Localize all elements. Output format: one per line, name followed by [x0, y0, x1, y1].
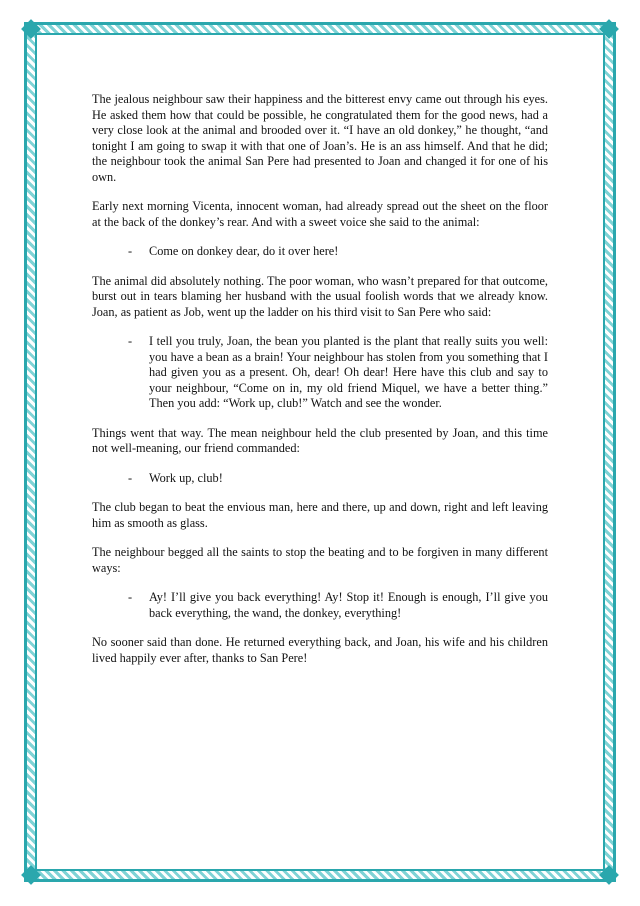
- paragraph: Early next morning Vicenta, innocent woman, had already spread out the sheet on the floor at the back of the donkey’s rear. And with a sweet voice she said to the animal:: [92, 199, 548, 229]
- paragraph: No sooner said than done. He returned everything back, and Joan, his wife and his children lived happily ever after, thanks to San Pere!: [92, 635, 548, 665]
- story-text: [92, 92, 548, 680]
- paragraph: Things went that way. The mean neighbour held the club presented by Joan, and this time not well-meaning, our friend commanded:: [92, 425, 548, 455]
- dialogue-text: Ay! I’ll give you back everything! Ay! Stop it! Enough is enough, I’ll give you back everything, the wand, the donkey, everything!: [149, 590, 548, 620]
- dialogue-text: Come on donkey dear, do it over here!: [149, 244, 339, 258]
- dialogue-text: I tell you truly, Joan, the bean you planted is the plant that really suits you well: you have a bean as a brain! Your neighbour has stolen from you something that I had given you as a present. Oh, dear! Oh dear! Here have this club and say to your neighbour, “Come on in, my old friend Miquel, we have a better thing.” Then you add: “Work up, club!” Watch and see the wonder.: [149, 334, 548, 410]
- dialogue-line: [92, 244, 548, 260]
- dialogue-line: [92, 471, 548, 487]
- dialogue-text: Work up, club!: [149, 470, 223, 485]
- dialogue-dash: -: [128, 470, 133, 485]
- paragraph: The club began to beat the envious man, here and there, up and down, right and left leaving him as smooth as glass.: [92, 500, 548, 530]
- paragraph: The jealous neighbour saw their happiness and the bitterest envy came out through his eyes. He asked them how that could be possible, he congratulated them for the good news, had a very close look at the animal and brooded over it. “I have an old donkey,” he thought, “and tonight I am going to swap it with that one of Joan’s. He is an ass himself. And that he did; the neighbour took the animal San Pere had presented to Joan and changed it for one of his own.: [92, 92, 548, 184]
- dialogue-dash: -: [128, 334, 133, 348]
- paragraph: The neighbour begged all the saints to stop the beating and to be forgiven in many different ways:: [92, 545, 548, 575]
- dialogue-dash: -: [128, 244, 133, 258]
- dialogue-dash: -: [128, 590, 133, 604]
- dialogue-line: [92, 590, 548, 621]
- dialogue-line: [92, 334, 548, 412]
- paragraph: The animal did absolutely nothing. The poor woman, who wasn’t prepared for that outcome, burst out in tears blaming her husband with the usual foolish words that we already know. Joan, as patient as Job, went up the ladder on his third visit to San Pere who said:: [92, 273, 548, 319]
